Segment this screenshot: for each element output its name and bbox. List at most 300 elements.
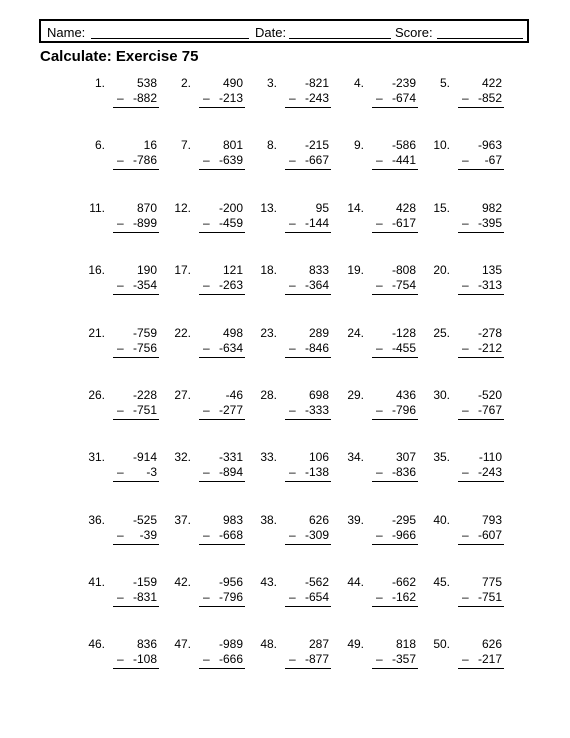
problem-number: 46. bbox=[88, 637, 105, 651]
answer-rule bbox=[372, 232, 418, 233]
subtrahend: -277 bbox=[218, 403, 243, 417]
answer-rule bbox=[199, 481, 245, 482]
problem-number: 31. bbox=[88, 450, 105, 464]
problem-item bbox=[87, 263, 157, 303]
minuend: 983 bbox=[222, 513, 243, 527]
problem-number: 3. bbox=[266, 76, 277, 90]
problem-item bbox=[173, 637, 243, 677]
answer-rule bbox=[199, 232, 245, 233]
answer-rule bbox=[458, 169, 504, 170]
minuend: -128 bbox=[391, 326, 416, 340]
problem-number: 32. bbox=[174, 450, 191, 464]
answer-rule bbox=[285, 169, 331, 170]
minus-operator: – bbox=[117, 341, 124, 355]
minus-operator: – bbox=[289, 341, 296, 355]
minuend: -821 bbox=[304, 76, 329, 90]
problem-number: 33. bbox=[260, 450, 277, 464]
minus-operator: – bbox=[117, 91, 124, 105]
minuend: 190 bbox=[136, 263, 157, 277]
subtrahend: -395 bbox=[477, 216, 502, 230]
subtrahend: -39 bbox=[139, 528, 157, 542]
problem-item bbox=[259, 326, 329, 366]
problem-item bbox=[432, 326, 502, 366]
answer-rule bbox=[372, 294, 418, 295]
date-label: Date: bbox=[255, 25, 287, 40]
minuend: 498 bbox=[222, 326, 243, 340]
subtrahend: -309 bbox=[304, 528, 329, 542]
minuend: 698 bbox=[308, 388, 329, 402]
problem-number: 5. bbox=[439, 76, 450, 90]
minus-operator: – bbox=[376, 465, 383, 479]
minus-operator: – bbox=[203, 278, 210, 292]
minus-operator: – bbox=[117, 278, 124, 292]
problem-item bbox=[432, 575, 502, 615]
subtrahend: -243 bbox=[477, 465, 502, 479]
problem-number: 35. bbox=[433, 450, 450, 464]
subtrahend: -751 bbox=[477, 590, 502, 604]
problem-number: 27. bbox=[174, 388, 191, 402]
answer-rule bbox=[458, 232, 504, 233]
answer-rule bbox=[458, 294, 504, 295]
minus-operator: – bbox=[376, 153, 383, 167]
problem-item bbox=[87, 450, 157, 490]
problem-item bbox=[87, 76, 157, 116]
minus-operator: – bbox=[462, 91, 469, 105]
problem-number: 6. bbox=[94, 138, 105, 152]
minuend: 422 bbox=[481, 76, 502, 90]
score-label: Score: bbox=[395, 25, 433, 40]
subtrahend: -67 bbox=[484, 153, 502, 167]
answer-rule bbox=[372, 357, 418, 358]
subtrahend: -877 bbox=[304, 652, 329, 666]
minus-operator: – bbox=[117, 216, 124, 230]
subtrahend: -108 bbox=[132, 652, 157, 666]
problem-item bbox=[346, 76, 416, 116]
problem-item bbox=[259, 138, 329, 178]
problem-item bbox=[432, 201, 502, 241]
minuend: -562 bbox=[304, 575, 329, 589]
answer-rule bbox=[372, 544, 418, 545]
subtrahend: -455 bbox=[391, 341, 416, 355]
subtrahend: -894 bbox=[218, 465, 243, 479]
minuend: 95 bbox=[315, 201, 329, 215]
subtrahend: -756 bbox=[132, 341, 157, 355]
problem-item bbox=[87, 637, 157, 677]
minuend: -200 bbox=[218, 201, 243, 215]
minus-operator: – bbox=[289, 278, 296, 292]
subtrahend: -786 bbox=[132, 153, 157, 167]
problem-number: 18. bbox=[260, 263, 277, 277]
minus-operator: – bbox=[289, 403, 296, 417]
minuend: -586 bbox=[391, 138, 416, 152]
subtrahend: -213 bbox=[218, 91, 243, 105]
minus-operator: – bbox=[117, 153, 124, 167]
subtrahend: -674 bbox=[391, 91, 416, 105]
problem-item bbox=[432, 637, 502, 677]
answer-rule bbox=[113, 606, 159, 607]
problem-item bbox=[259, 450, 329, 490]
minus-operator: – bbox=[203, 590, 210, 604]
problem-number: 41. bbox=[88, 575, 105, 589]
subtrahend: -617 bbox=[391, 216, 416, 230]
problem-number: 1. bbox=[94, 76, 105, 90]
problem-item bbox=[259, 388, 329, 428]
minuend: 307 bbox=[395, 450, 416, 464]
subtrahend: -796 bbox=[218, 590, 243, 604]
problem-item bbox=[173, 201, 243, 241]
page-title: Calculate: Exercise 75 bbox=[40, 48, 199, 65]
problem-number: 7. bbox=[180, 138, 191, 152]
answer-rule bbox=[113, 232, 159, 233]
subtrahend: -607 bbox=[477, 528, 502, 542]
problem-number: 23. bbox=[260, 326, 277, 340]
answer-rule bbox=[113, 668, 159, 669]
minuend: 428 bbox=[395, 201, 416, 215]
minus-operator: – bbox=[376, 652, 383, 666]
subtrahend: -639 bbox=[218, 153, 243, 167]
minuend: 833 bbox=[308, 263, 329, 277]
minuend: -520 bbox=[477, 388, 502, 402]
problem-number: 40. bbox=[433, 513, 450, 527]
minus-operator: – bbox=[462, 590, 469, 604]
subtrahend: -364 bbox=[304, 278, 329, 292]
problem-item bbox=[173, 326, 243, 366]
minus-operator: – bbox=[203, 91, 210, 105]
problem-number: 14. bbox=[347, 201, 364, 215]
minus-operator: – bbox=[203, 528, 210, 542]
minus-operator: – bbox=[462, 652, 469, 666]
problem-item bbox=[346, 575, 416, 615]
minus-operator: – bbox=[203, 216, 210, 230]
minuend: 135 bbox=[481, 263, 502, 277]
subtrahend: -138 bbox=[304, 465, 329, 479]
subtrahend: -751 bbox=[132, 403, 157, 417]
problem-item bbox=[173, 76, 243, 116]
answer-rule bbox=[113, 357, 159, 358]
minuend: -295 bbox=[391, 513, 416, 527]
problem-number: 47. bbox=[174, 637, 191, 651]
problem-item bbox=[346, 450, 416, 490]
minuend: 801 bbox=[222, 138, 243, 152]
subtrahend: -333 bbox=[304, 403, 329, 417]
name-blank-line[interactable] bbox=[91, 38, 249, 39]
minuend: -759 bbox=[132, 326, 157, 340]
problem-item bbox=[173, 138, 243, 178]
problem-number: 16. bbox=[88, 263, 105, 277]
problem-number: 9. bbox=[353, 138, 364, 152]
problem-number: 24. bbox=[347, 326, 364, 340]
problem-number: 12. bbox=[174, 201, 191, 215]
problem-item bbox=[346, 138, 416, 178]
problem-item bbox=[432, 513, 502, 553]
problem-item bbox=[259, 76, 329, 116]
minuend: 870 bbox=[136, 201, 157, 215]
minuend: 626 bbox=[308, 513, 329, 527]
answer-rule bbox=[113, 544, 159, 545]
answer-rule bbox=[285, 107, 331, 108]
name-label: Name: bbox=[47, 25, 86, 40]
subtrahend: -634 bbox=[218, 341, 243, 355]
problem-number: 28. bbox=[260, 388, 277, 402]
subtrahend: -882 bbox=[132, 91, 157, 105]
minus-operator: – bbox=[376, 278, 383, 292]
problem-number: 38. bbox=[260, 513, 277, 527]
answer-rule bbox=[113, 169, 159, 170]
minuend: -989 bbox=[218, 637, 243, 651]
problem-item bbox=[173, 388, 243, 428]
problem-number: 45. bbox=[433, 575, 450, 589]
minus-operator: – bbox=[289, 216, 296, 230]
minus-operator: – bbox=[289, 528, 296, 542]
subtrahend: -162 bbox=[391, 590, 416, 604]
problem-number: 15. bbox=[433, 201, 450, 215]
answer-rule bbox=[199, 294, 245, 295]
subtrahend: -852 bbox=[477, 91, 502, 105]
minuend: 836 bbox=[136, 637, 157, 651]
problem-number: 30. bbox=[433, 388, 450, 402]
minus-operator: – bbox=[376, 403, 383, 417]
minus-operator: – bbox=[289, 652, 296, 666]
answer-rule bbox=[285, 419, 331, 420]
minuend: 106 bbox=[308, 450, 329, 464]
subtrahend: -441 bbox=[391, 153, 416, 167]
problem-number: 4. bbox=[353, 76, 364, 90]
subtrahend: -263 bbox=[218, 278, 243, 292]
problem-item bbox=[346, 388, 416, 428]
answer-rule bbox=[199, 544, 245, 545]
minuend: -963 bbox=[477, 138, 502, 152]
minuend: -662 bbox=[391, 575, 416, 589]
problem-number: 26. bbox=[88, 388, 105, 402]
subtrahend: -767 bbox=[477, 403, 502, 417]
problem-item bbox=[432, 263, 502, 303]
answer-rule bbox=[285, 357, 331, 358]
minuend: -215 bbox=[304, 138, 329, 152]
minus-operator: – bbox=[462, 153, 469, 167]
problem-number: 43. bbox=[260, 575, 277, 589]
problem-item bbox=[173, 450, 243, 490]
problem-item bbox=[173, 263, 243, 303]
minus-operator: – bbox=[203, 153, 210, 167]
problem-number: 17. bbox=[174, 263, 191, 277]
answer-rule bbox=[372, 107, 418, 108]
answer-rule bbox=[199, 606, 245, 607]
problem-number: 2. bbox=[180, 76, 191, 90]
subtrahend: -459 bbox=[218, 216, 243, 230]
answer-rule bbox=[285, 294, 331, 295]
subtrahend: -836 bbox=[391, 465, 416, 479]
minus-operator: – bbox=[289, 590, 296, 604]
subtrahend: -846 bbox=[304, 341, 329, 355]
answer-rule bbox=[285, 668, 331, 669]
problem-item bbox=[87, 575, 157, 615]
answer-rule bbox=[113, 294, 159, 295]
subtrahend: -899 bbox=[132, 216, 157, 230]
subtrahend: -357 bbox=[391, 652, 416, 666]
minuend: -956 bbox=[218, 575, 243, 589]
minuend: 793 bbox=[481, 513, 502, 527]
problem-number: 37. bbox=[174, 513, 191, 527]
problem-number: 36. bbox=[88, 513, 105, 527]
minus-operator: – bbox=[462, 528, 469, 542]
minuend: 287 bbox=[308, 637, 329, 651]
subtrahend: -796 bbox=[391, 403, 416, 417]
minuend: -525 bbox=[132, 513, 157, 527]
minus-operator: – bbox=[117, 465, 124, 479]
subtrahend: -144 bbox=[304, 216, 329, 230]
answer-rule bbox=[458, 668, 504, 669]
problem-item bbox=[432, 450, 502, 490]
answer-rule bbox=[458, 107, 504, 108]
minuend: -110 bbox=[478, 450, 502, 464]
subtrahend: -966 bbox=[391, 528, 416, 542]
subtrahend: -654 bbox=[304, 590, 329, 604]
subtrahend: -666 bbox=[218, 652, 243, 666]
minus-operator: – bbox=[117, 652, 124, 666]
date-blank-line[interactable] bbox=[289, 38, 391, 39]
problem-item bbox=[87, 138, 157, 178]
problem-item bbox=[87, 388, 157, 428]
subtrahend: -754 bbox=[391, 278, 416, 292]
answer-rule bbox=[113, 481, 159, 482]
problem-item bbox=[87, 201, 157, 241]
minus-operator: – bbox=[203, 403, 210, 417]
minuend: 818 bbox=[395, 637, 416, 651]
minuend: -914 bbox=[132, 450, 157, 464]
problem-number: 10. bbox=[433, 138, 450, 152]
problem-number: 20. bbox=[433, 263, 450, 277]
minus-operator: – bbox=[462, 341, 469, 355]
answer-rule bbox=[285, 481, 331, 482]
problem-number: 50. bbox=[433, 637, 450, 651]
problem-item bbox=[432, 138, 502, 178]
problem-item bbox=[87, 326, 157, 366]
answer-rule bbox=[372, 668, 418, 669]
problem-item bbox=[346, 326, 416, 366]
problem-number: 39. bbox=[347, 513, 364, 527]
problem-number: 44. bbox=[347, 575, 364, 589]
problem-item bbox=[259, 201, 329, 241]
subtrahend: -3 bbox=[146, 465, 157, 479]
minus-operator: – bbox=[203, 652, 210, 666]
minuend: -159 bbox=[132, 575, 157, 589]
subtrahend: -668 bbox=[218, 528, 243, 542]
answer-rule bbox=[458, 419, 504, 420]
problem-item bbox=[259, 263, 329, 303]
minuend: 775 bbox=[481, 575, 502, 589]
minuend: -228 bbox=[132, 388, 157, 402]
minuend: 538 bbox=[136, 76, 157, 90]
problem-number: 19. bbox=[347, 263, 364, 277]
problem-item bbox=[432, 388, 502, 428]
problem-item bbox=[259, 513, 329, 553]
minus-operator: – bbox=[376, 590, 383, 604]
minus-operator: – bbox=[462, 278, 469, 292]
minus-operator: – bbox=[376, 341, 383, 355]
minus-operator: – bbox=[289, 153, 296, 167]
header-box bbox=[39, 19, 529, 43]
minus-operator: – bbox=[376, 91, 383, 105]
minus-operator: – bbox=[117, 403, 124, 417]
minus-operator: – bbox=[203, 341, 210, 355]
answer-rule bbox=[199, 107, 245, 108]
minuend: 121 bbox=[222, 263, 243, 277]
answer-rule bbox=[199, 357, 245, 358]
problem-number: 21. bbox=[88, 326, 105, 340]
problem-item bbox=[346, 201, 416, 241]
minuend: 626 bbox=[481, 637, 502, 651]
problem-item bbox=[173, 513, 243, 553]
answer-rule bbox=[372, 169, 418, 170]
minus-operator: – bbox=[289, 91, 296, 105]
answer-rule bbox=[372, 419, 418, 420]
minuend: -46 bbox=[225, 388, 243, 402]
problem-item bbox=[173, 575, 243, 615]
problem-number: 34. bbox=[347, 450, 364, 464]
minus-operator: – bbox=[289, 465, 296, 479]
score-blank-line[interactable] bbox=[437, 38, 523, 39]
answer-rule bbox=[458, 544, 504, 545]
minuend: -331 bbox=[218, 450, 243, 464]
problem-item bbox=[432, 76, 502, 116]
answer-rule bbox=[285, 544, 331, 545]
problem-number: 22. bbox=[174, 326, 191, 340]
problem-number: 13. bbox=[260, 201, 277, 215]
minuend: 16 bbox=[143, 138, 157, 152]
minuend: 982 bbox=[481, 201, 502, 215]
answer-rule bbox=[199, 169, 245, 170]
problem-number: 25. bbox=[433, 326, 450, 340]
minus-operator: – bbox=[376, 216, 383, 230]
problem-number: 42. bbox=[174, 575, 191, 589]
subtrahend: -217 bbox=[477, 652, 502, 666]
problem-number: 49. bbox=[347, 637, 364, 651]
answer-rule bbox=[113, 107, 159, 108]
subtrahend: -212 bbox=[477, 341, 502, 355]
problem-item bbox=[259, 637, 329, 677]
subtrahend: -354 bbox=[132, 278, 157, 292]
minus-operator: – bbox=[117, 590, 124, 604]
problem-number: 11. bbox=[89, 201, 105, 215]
answer-rule bbox=[372, 481, 418, 482]
answer-rule bbox=[199, 668, 245, 669]
answer-rule bbox=[113, 419, 159, 420]
answer-rule bbox=[285, 232, 331, 233]
answer-rule bbox=[372, 606, 418, 607]
minuend: -278 bbox=[477, 326, 502, 340]
problem-item bbox=[87, 513, 157, 553]
minuend: 490 bbox=[222, 76, 243, 90]
minuend: -808 bbox=[391, 263, 416, 277]
problem-number: 48. bbox=[260, 637, 277, 651]
minus-operator: – bbox=[376, 528, 383, 542]
minus-operator: – bbox=[462, 465, 469, 479]
problem-item bbox=[259, 575, 329, 615]
minus-operator: – bbox=[462, 216, 469, 230]
minuend: 289 bbox=[308, 326, 329, 340]
answer-rule bbox=[458, 481, 504, 482]
minuend: -239 bbox=[391, 76, 416, 90]
minus-operator: – bbox=[117, 528, 124, 542]
answer-rule bbox=[285, 606, 331, 607]
subtrahend: -313 bbox=[477, 278, 502, 292]
answer-rule bbox=[199, 419, 245, 420]
minus-operator: – bbox=[203, 465, 210, 479]
problem-number: 29. bbox=[347, 388, 364, 402]
answer-rule bbox=[458, 606, 504, 607]
problem-item bbox=[346, 513, 416, 553]
subtrahend: -831 bbox=[132, 590, 157, 604]
